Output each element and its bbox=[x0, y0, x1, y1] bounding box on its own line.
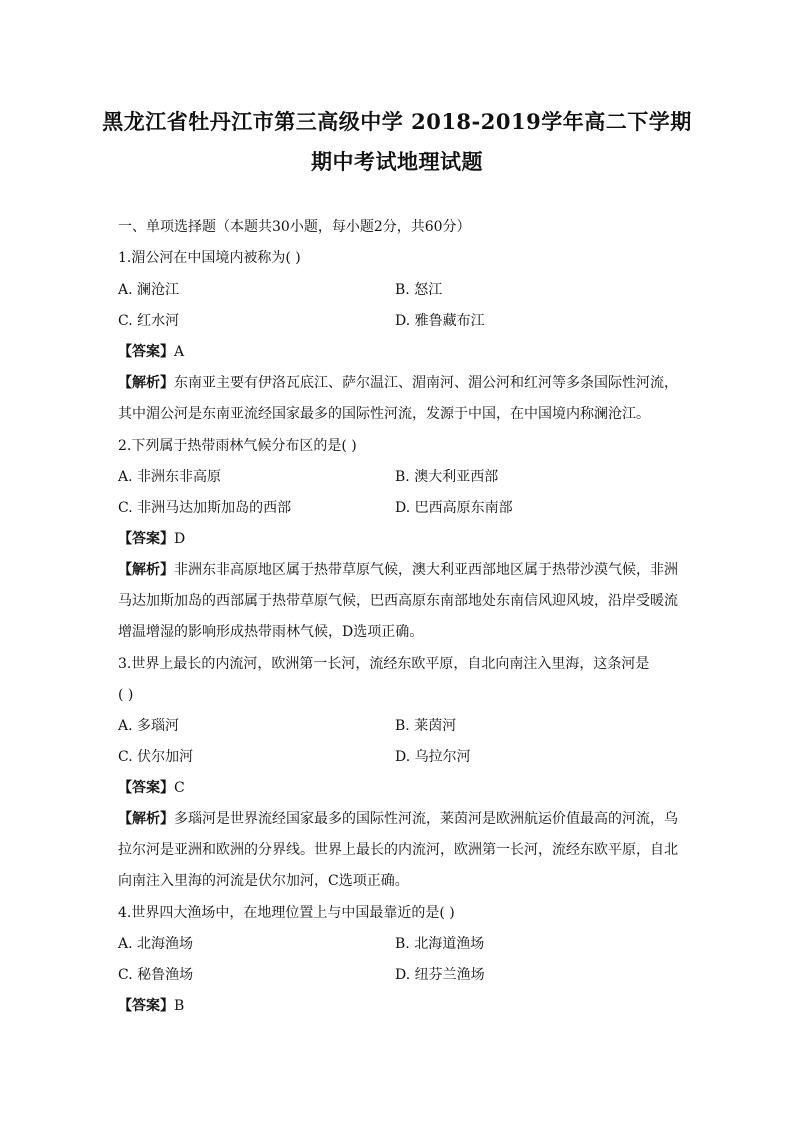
analysis-label: 【解析】 bbox=[118, 811, 174, 827]
title-line-2: 期中考试地理试题 bbox=[311, 149, 483, 174]
question-2-answer bbox=[118, 529, 185, 549]
question-4-option-c: C. 秘鲁渔场 bbox=[118, 967, 194, 983]
analysis-text: 东南亚主要有伊洛瓦底江、萨尔温江、湄南河、湄公河和红河等多条国际性河流，其中湄公河是东南亚流经国家最多的国际性河流，发源于中国，在中国境内称澜沧江。 bbox=[118, 375, 678, 422]
title-line-1: 黑龙江省牡丹江市第三高级中学 2018-2019学年高二下学期 bbox=[102, 109, 692, 134]
answer-label: 【答案】 bbox=[118, 998, 174, 1014]
question-3-stem-cont: ( ) bbox=[118, 687, 134, 703]
question-1-option-c: C. 红水河 bbox=[118, 313, 180, 329]
analysis-text: 多瑙河是世界流经国家最多的国际性河流，莱茵河是欧洲航运价值最高的河流，乌拉尔河是亚洲和欧洲的分界线。世界上最长的内流河，欧洲第一长河，流经东欧平原，自北向南注入里海的河流是伏尔加河，C选项正确。 bbox=[118, 811, 678, 889]
question-3-option-b: B. 莱茵河 bbox=[395, 718, 457, 734]
question-1-answer bbox=[118, 342, 184, 362]
question-2-option-d: D. 巴西高原东南部 bbox=[395, 500, 513, 516]
analysis-label: 【解析】 bbox=[118, 562, 174, 578]
question-1-option-b: B. 怒江 bbox=[395, 282, 443, 298]
question-2-option-c: C. 非洲马达加斯加岛的西部 bbox=[118, 500, 292, 516]
question-3-answer bbox=[118, 778, 185, 798]
answer-value: D bbox=[174, 531, 186, 547]
section-heading: 一、单项选择题（本题共30小题，每小题2分，共60分） bbox=[118, 219, 471, 235]
question-1-analysis bbox=[118, 368, 678, 430]
question-2-option-b: B. 澳大利亚西部 bbox=[395, 469, 499, 485]
question-3-option-c: C. 伏尔加河 bbox=[118, 749, 194, 765]
answer-label: 【答案】 bbox=[118, 531, 174, 547]
question-1-option-a: A. 澜沧江 bbox=[118, 282, 180, 298]
question-3-stem: 3.世界上最长的内流河，欧洲第一长河，流经东欧平原，自北向南注入里海，这条河是 bbox=[118, 656, 650, 672]
question-3-option-a: A. 多瑙河 bbox=[118, 718, 180, 734]
question-4-stem: 4.世界四大渔场中，在地理位置上与中国最靠近的是( ) bbox=[118, 905, 455, 921]
question-4-option-a: A. 北海渔场 bbox=[118, 936, 194, 952]
question-3-option-d: D. 乌拉尔河 bbox=[395, 749, 471, 765]
question-3-analysis bbox=[118, 804, 678, 897]
answer-label: 【答案】 bbox=[118, 780, 174, 796]
question-2-analysis bbox=[118, 555, 678, 648]
answer-value: A bbox=[174, 344, 185, 360]
analysis-text: 非洲东非高原地区属于热带草原气候，澳大利亚西部地区属于热带沙漠气候，非洲马达加斯加岛的西部属于热带草原气候，巴西高原东南部地处东南信风迎风坡，沿岸受暖流增温增湿的影响形成热带雨林气候，D选项正确。 bbox=[118, 562, 678, 640]
question-4-option-b: B. 北海道渔场 bbox=[395, 936, 485, 952]
analysis-label: 【解析】 bbox=[118, 375, 174, 391]
question-2-stem: 2.下列属于热带雨林气候分布区的是( ) bbox=[118, 438, 357, 454]
answer-value: C bbox=[174, 780, 185, 796]
question-2-option-a: A. 非洲东非高原 bbox=[118, 469, 222, 485]
question-1-stem: 1.湄公河在中国境内被称为( ) bbox=[118, 250, 301, 266]
question-4-answer bbox=[118, 996, 184, 1016]
question-4-option-d: D. 纽芬兰渔场 bbox=[395, 967, 485, 983]
question-1-option-d: D. 雅鲁藏布江 bbox=[395, 313, 485, 329]
answer-value: B bbox=[174, 998, 185, 1014]
answer-label: 【答案】 bbox=[118, 344, 174, 360]
